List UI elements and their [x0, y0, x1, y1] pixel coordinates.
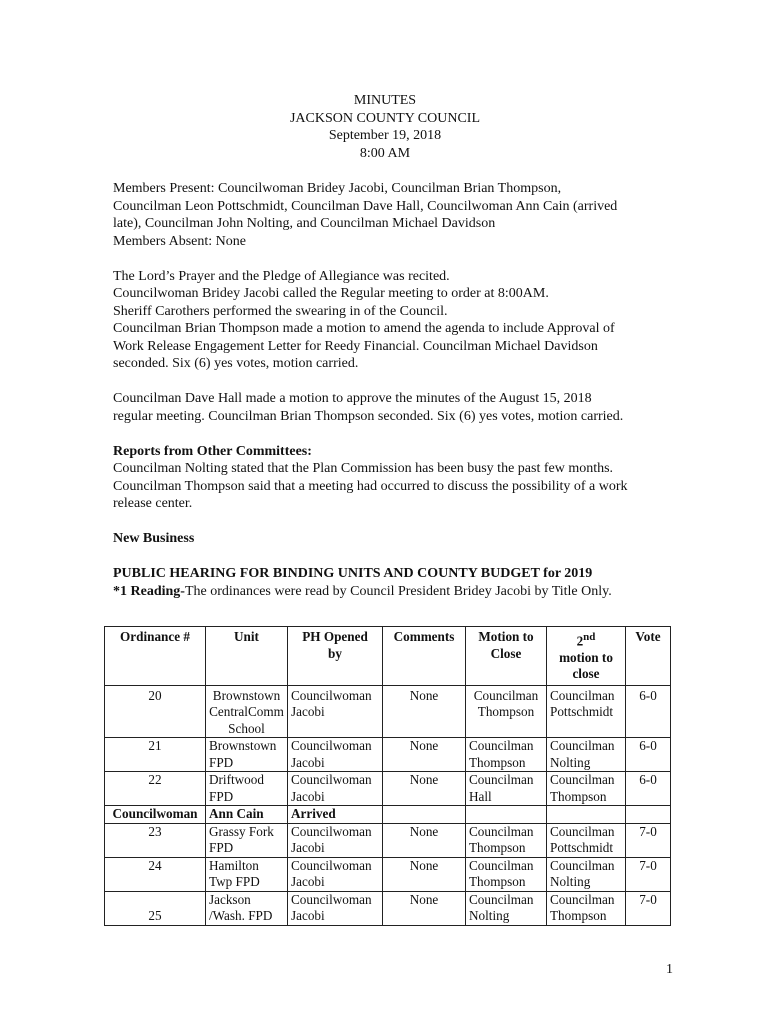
hearing-paragraph: [113, 565, 673, 600]
motion-cell: [466, 738, 547, 772]
ph-line: Councilwoman: [291, 687, 372, 703]
vote-cell: 7-0: [626, 823, 671, 857]
minutes-approval-paragraph: [113, 390, 673, 425]
hearing-title: PUBLIC HEARING FOR BINDING UNITS AND COUNTY BUDGET for 2019: [113, 566, 593, 581]
header-second-2: motion to: [559, 649, 613, 665]
comments-cell: None: [383, 772, 466, 806]
header-motion-2: Close: [490, 645, 522, 661]
vote-cell: 6-0: [626, 738, 671, 772]
second-line: Nolting: [550, 874, 591, 890]
second-line: Councilman: [550, 772, 615, 788]
members-absent-line: Members Absent: None: [113, 233, 246, 249]
unit-cell: [206, 772, 288, 806]
second-line: Thompson: [550, 908, 607, 924]
ordinance-number: 22: [105, 772, 206, 806]
ph-opened-cell: [288, 823, 383, 857]
unit-cell: [206, 891, 288, 925]
opening-paragraph: [113, 268, 673, 373]
heading-council: JACKSON COUNTY COUNCIL: [289, 110, 481, 126]
unit-line: CentralComm: [209, 704, 284, 720]
arrival-status-cell: Arrived: [288, 806, 383, 824]
unit-line: Hamilton: [209, 857, 259, 873]
empty-cell: [383, 806, 466, 824]
motion-cell: [466, 823, 547, 857]
opening-line: Work Release Engagement Letter for Reedy Financial. Councilman Michael Davidson: [113, 338, 598, 354]
reports-line: release center.: [113, 496, 193, 511]
minutes-approval-line: regular meeting. Councilman Brian Thompson seconded. Six (6) yes votes, motion carried.: [113, 408, 624, 424]
second-line: Pottschmidt: [550, 840, 614, 856]
header-second-sup: nd: [583, 631, 596, 643]
ph-line: Councilwoman: [291, 772, 372, 788]
motion-line: Thompson: [469, 840, 526, 856]
motion-line: Councilman: [469, 772, 534, 788]
arrival-row: [105, 806, 671, 824]
motion-line: Councilman: [473, 687, 539, 703]
reports-heading: Reports from Other Committees:: [113, 443, 312, 459]
reading-label: *1 Reading-: [113, 583, 185, 599]
motion-line: Councilman: [469, 823, 534, 839]
unit-cell: [206, 685, 288, 738]
heading-date: September 19, 2018: [328, 128, 442, 143]
ph-opened-cell: [288, 738, 383, 772]
members-present-line: late), Councilman John Nolting, and Councilman Michael Davidson: [113, 216, 496, 231]
arrival-name-cell: Ann Cain: [206, 806, 288, 824]
unit-line: Driftwood: [209, 772, 264, 788]
motion-line: Councilman: [469, 857, 534, 873]
second-line: Councilman: [550, 738, 615, 754]
empty-cell: [547, 806, 626, 824]
comments-cell: None: [383, 738, 466, 772]
table-row: [105, 857, 671, 891]
page-number: 1: [666, 962, 673, 977]
table-row: [105, 891, 671, 925]
second-line: Pottschmidt: [550, 704, 614, 720]
header-ph-opened-2: by: [328, 645, 342, 661]
table-header-row: [105, 627, 671, 686]
second-line: Thompson: [550, 788, 607, 804]
ordinance-number: 20: [105, 685, 206, 738]
reading-text: The ordinances were read by Council President Bridey Jacobi by Title Only.: [184, 583, 612, 599]
table-row: [105, 823, 671, 857]
new-business-heading: New Business: [113, 531, 195, 546]
header-motion: [466, 627, 547, 686]
ordinance-number: 24: [105, 857, 206, 891]
motion-cell: [466, 685, 547, 738]
minutes-approval-line: Councilman Dave Hall made a motion to approve the minutes of the August 15, 2018: [113, 391, 592, 406]
header-vote: Vote: [626, 627, 671, 686]
unit-line: Jackson: [209, 891, 251, 907]
opening-line: The Lord’s Prayer and the Pledge of Allegiance was recited.: [113, 268, 450, 284]
empty-cell: [626, 806, 671, 824]
unit-line: /Wash. FPD: [209, 908, 273, 924]
vote-cell: 7-0: [626, 857, 671, 891]
header-ph-opened: [288, 627, 383, 686]
second-motion-cell: [547, 857, 626, 891]
opening-line: Councilwoman Bridey Jacobi called the Regular meeting to order at 8:00AM.: [113, 286, 549, 301]
comments-cell: None: [383, 857, 466, 891]
document-heading: [0, 92, 770, 162]
vote-cell: 7-0: [626, 891, 671, 925]
unit-line: School: [228, 720, 265, 736]
unit-line: FPD: [209, 754, 234, 770]
unit-line: Brownstown: [212, 687, 281, 703]
motion-line: Thompson: [469, 874, 526, 890]
ph-line: Jacobi: [291, 840, 325, 856]
heading-time: 8:00 AM: [359, 145, 411, 161]
members-present-line: Councilman Leon Pottschmidt, Councilman Dave Hall, Councilwoman Ann Cain (arrived: [113, 198, 618, 214]
opening-line: Councilman Brian Thompson made a motion to amend the agenda to include Approval of: [113, 321, 615, 336]
comments-cell: None: [383, 823, 466, 857]
motion-line: Councilman: [469, 891, 534, 907]
ph-line: Councilwoman: [291, 823, 372, 839]
motion-line: Nolting: [469, 908, 510, 924]
motion-cell: [466, 891, 547, 925]
vote-cell: 6-0: [626, 772, 671, 806]
ph-opened-cell: [288, 891, 383, 925]
header-motion-1: Motion to: [478, 629, 534, 644]
second-motion-cell: [547, 823, 626, 857]
members-paragraph: [113, 180, 673, 250]
reports-paragraph: [113, 443, 673, 513]
comments-cell: None: [383, 685, 466, 738]
ph-line: Jacobi: [291, 704, 325, 720]
reading-line: [113, 583, 673, 601]
motion-line: Thompson: [477, 704, 535, 720]
unit-line: Brownstown: [209, 738, 277, 754]
ordinance-number: 23: [105, 823, 206, 857]
second-line: Councilman: [550, 857, 615, 873]
ph-opened-cell: [288, 772, 383, 806]
motion-line: Councilman: [469, 738, 534, 754]
ordinance-number: 21: [105, 738, 206, 772]
header-second-num: 2: [576, 633, 584, 649]
ph-line: Councilwoman: [291, 857, 372, 873]
ph-line: Jacobi: [291, 908, 325, 924]
unit-line: Grassy Fork: [209, 823, 274, 839]
second-line: Councilman: [550, 823, 615, 839]
table-row: [105, 738, 671, 772]
ordinance-table: [104, 626, 671, 926]
reports-line: Councilman Nolting stated that the Plan Commission has been busy the past few months.: [113, 461, 614, 476]
ph-opened-cell: [288, 857, 383, 891]
second-line: Councilman: [550, 891, 615, 907]
table-row: [105, 772, 671, 806]
ph-line: Councilwoman: [291, 891, 372, 907]
second-motion-cell: [547, 738, 626, 772]
opening-line: Sheriff Carothers performed the swearing in of the Council.: [113, 303, 448, 319]
table-row: [105, 685, 671, 738]
second-line: Councilman: [550, 687, 615, 703]
ph-line: Jacobi: [291, 754, 325, 770]
new-business-paragraph: [113, 530, 673, 548]
second-line: Nolting: [550, 754, 591, 770]
header-second-motion: [547, 627, 626, 686]
comments-cell: None: [383, 891, 466, 925]
reports-line: Councilman Thompson said that a meeting had occurred to discuss the possibility of a work: [113, 478, 628, 494]
vote-cell: 6-0: [626, 685, 671, 738]
header-ordinance: Ordinance #: [105, 627, 206, 686]
members-present-line: Members Present: Councilwoman Bridey Jacobi, Councilman Brian Thompson,: [113, 181, 562, 196]
opening-line: seconded. Six (6) yes votes, motion carried.: [113, 356, 359, 371]
unit-line: FPD: [209, 788, 234, 804]
unit-line: FPD: [209, 840, 234, 856]
motion-cell: [466, 772, 547, 806]
unit-cell: [206, 738, 288, 772]
arrival-title-cell: Councilwoman: [105, 806, 206, 824]
unit-cell: [206, 823, 288, 857]
second-motion-cell: [547, 772, 626, 806]
ph-line: Jacobi: [291, 874, 325, 890]
header-second-3: close: [572, 666, 600, 682]
ph-opened-cell: [288, 685, 383, 738]
unit-cell: [206, 857, 288, 891]
motion-line: Thompson: [469, 754, 526, 770]
motion-line: Hall: [469, 788, 492, 804]
motion-cell: [466, 857, 547, 891]
document-body: [113, 180, 673, 618]
ph-line: Jacobi: [291, 788, 325, 804]
header-ph-opened-1: PH Opened: [302, 629, 368, 644]
ph-line: Councilwoman: [291, 738, 372, 754]
heading-minutes: MINUTES: [353, 93, 417, 108]
second-motion-cell: [547, 891, 626, 925]
header-comments: Comments: [383, 627, 466, 686]
empty-cell: [466, 806, 547, 824]
second-motion-cell: [547, 685, 626, 738]
header-unit: Unit: [206, 627, 288, 686]
unit-line: Twp FPD: [209, 874, 260, 890]
ordinance-number: 25: [105, 891, 206, 925]
